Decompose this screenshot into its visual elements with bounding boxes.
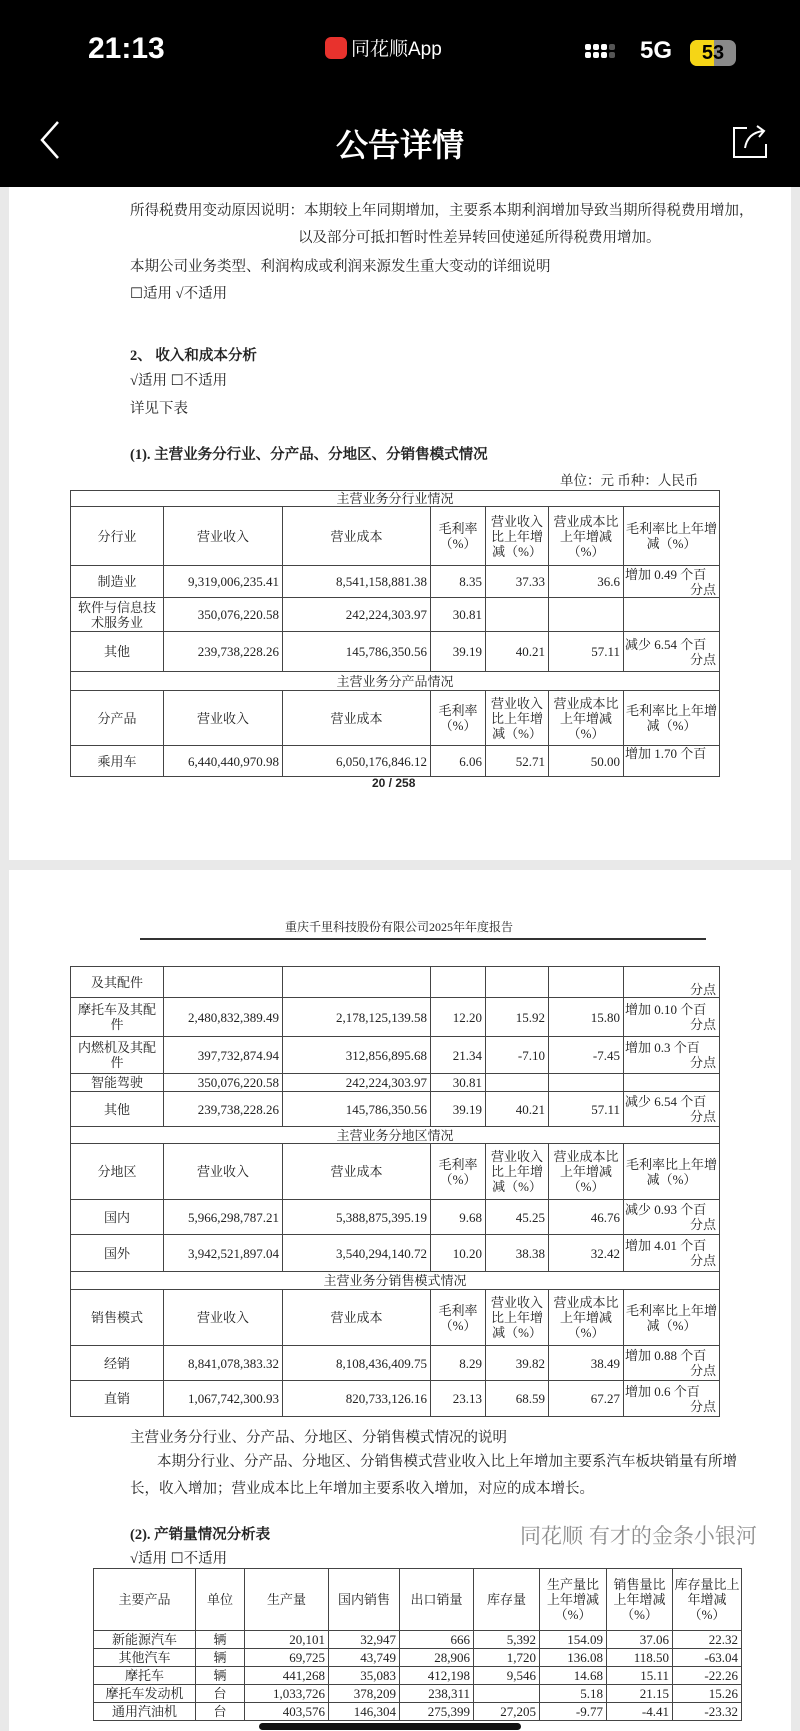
- cell-line: 增加 0.10 个百: [625, 1002, 707, 1017]
- table-cell: 22.32: [673, 1631, 742, 1649]
- table-cell: 67.27: [549, 1381, 624, 1417]
- column-header: 营业收入比上年增减（%）: [486, 1290, 549, 1346]
- header-divider: [140, 938, 706, 940]
- table-cell: 312,856,895.68: [283, 1037, 431, 1074]
- cell-line: 分点: [690, 651, 717, 667]
- table-row: [94, 1631, 742, 1649]
- table-row: [71, 1092, 720, 1127]
- cell-line: [625, 967, 716, 982]
- report-header: 重庆千里科技股份有限公司2025年年度报告: [285, 920, 514, 934]
- table-cell: 666: [400, 1631, 474, 1649]
- table-cell: 52.71: [486, 746, 549, 777]
- table-row: [71, 598, 720, 632]
- table-cell: 9,546: [474, 1667, 540, 1685]
- table-cell: 30.81: [431, 1074, 486, 1092]
- battery-icon: [690, 40, 736, 66]
- column-header: 营业成本比上年增减（%）: [549, 1144, 624, 1200]
- column-header: 营业成本比上年增减（%）: [549, 1290, 624, 1346]
- table-cell: 5.18: [540, 1685, 607, 1703]
- table-section-header: [71, 491, 720, 507]
- table-cell: [549, 967, 624, 998]
- table-cell: [624, 632, 720, 672]
- column-header: 毛利率（%）: [431, 691, 486, 746]
- table-row: [71, 1074, 720, 1092]
- cell-line: 分点: [689, 1363, 716, 1378]
- row-label: 国内: [71, 1200, 164, 1235]
- cell-line: 分点: [689, 1109, 716, 1124]
- table-cell: 27,205: [474, 1703, 540, 1721]
- column-header: 毛利率比上年增减（%）: [624, 507, 720, 566]
- cell-line: [625, 761, 716, 776]
- table-cell: 1,720: [474, 1649, 540, 1667]
- watermark: 同花顺 有才的金条小银河: [520, 1525, 757, 1548]
- tax-explanation-cont: 以及部分可抵扣暂时性差异转回使递延所得税费用增加。: [298, 230, 661, 246]
- column-header: 毛利率比上年增减（%）: [624, 691, 720, 746]
- table-row: [71, 1037, 720, 1074]
- column-header: 分地区: [71, 1144, 164, 1200]
- column-header: 库存量比上年增减（%）: [673, 1569, 742, 1631]
- table-cell: 5,966,298,787.21: [164, 1200, 283, 1235]
- table-cell: [486, 967, 549, 998]
- cell-line: 分点: [689, 982, 716, 997]
- subsection-heading: (2). 产销量情况分析表: [130, 1527, 271, 1543]
- table-cell: 39.82: [486, 1346, 549, 1381]
- row-label: 摩托车发动机: [94, 1685, 196, 1703]
- table-cell: 6,050,176,846.12: [283, 746, 431, 777]
- section-heading: 2、 收入和成本分析: [130, 348, 257, 364]
- table-header-row: [71, 691, 720, 746]
- signal-icon: [585, 44, 615, 58]
- table-cell: 23.13: [431, 1381, 486, 1417]
- table-cell: 136.08: [540, 1649, 607, 1667]
- table-cell: 37.33: [486, 566, 549, 598]
- column-header: 生产量: [245, 1569, 329, 1631]
- table-cell: 275,399: [400, 1703, 474, 1721]
- table-cell: [431, 967, 486, 998]
- cell-line: 增加 0.3 个百: [625, 1040, 700, 1055]
- row-label: 国外: [71, 1235, 164, 1272]
- table-row: [94, 1649, 742, 1667]
- table-cell: 146,304: [329, 1703, 400, 1721]
- table-cell: [624, 1381, 720, 1417]
- table-cell: 20,101: [245, 1631, 329, 1649]
- table-cell: 145,786,350.56: [283, 632, 431, 672]
- table-cell: 30.81: [431, 598, 486, 632]
- table-cell: [624, 1346, 720, 1381]
- table-cell: [624, 1200, 720, 1235]
- cell-line: 减少 6.54 个百: [625, 636, 707, 652]
- table-cell: 14.68: [540, 1667, 607, 1685]
- table-cell: [549, 1074, 624, 1092]
- column-header: 营业收入: [164, 691, 283, 746]
- table-row: [71, 1346, 720, 1381]
- section-title: 主营业务分产品情况: [71, 672, 720, 691]
- column-header: 营业成本: [283, 691, 431, 746]
- table-cell: 40.21: [486, 1092, 549, 1127]
- cell-line: 增加 0.49 个百: [625, 566, 707, 582]
- tax-explanation: 所得税费用变动原因说明：本期较上年同期增加，主要系本期利润增加导致当期所得税费用增加，: [130, 203, 754, 219]
- table-section-header: [71, 1127, 720, 1144]
- table-cell: [283, 967, 431, 998]
- table-explanation: 本期分行业、分产品、分地区、分销售模式营业收入比上年增加主要系汽车板块销量有所增: [157, 1454, 737, 1470]
- cell-line: 分点: [689, 1055, 716, 1070]
- table-cell: 15.80: [549, 998, 624, 1037]
- table-cell: -63.04: [673, 1649, 742, 1667]
- column-header: 营业收入比上年增减（%）: [486, 1144, 549, 1200]
- table-header-row: [71, 1144, 720, 1200]
- scroll-indicator[interactable]: [259, 1723, 521, 1730]
- applicability-checkbox: √适用 ☐不适用: [130, 1551, 228, 1567]
- table-cell: 8,541,158,881.38: [283, 566, 431, 598]
- table-cell: 397,732,874.94: [164, 1037, 283, 1074]
- table-cell: [624, 1092, 720, 1127]
- unit-currency-note: 单位：元 币种：人民币: [560, 473, 699, 488]
- section-title: 主营业务分销售模式情况: [71, 1272, 720, 1290]
- column-header: 生产量比上年增减（%）: [540, 1569, 607, 1631]
- table-cell: 32,947: [329, 1631, 400, 1649]
- source-app-name: 同花顺App: [351, 39, 442, 60]
- section-title: 主营业务分地区情况: [71, 1127, 720, 1144]
- table-cell: 15.11: [607, 1667, 673, 1685]
- revenue-cost-table: [70, 490, 720, 777]
- table-header-row: [71, 507, 720, 566]
- table-cell: 45.25: [486, 1200, 549, 1235]
- table-cell: 12.20: [431, 998, 486, 1037]
- column-header: 库存量: [474, 1569, 540, 1631]
- column-header: 营业收入比上年增减（%）: [486, 691, 549, 746]
- table-cell: 2,178,125,139.58: [283, 998, 431, 1037]
- table-cell: 238,311: [400, 1685, 474, 1703]
- cell-line: 分点: [689, 1017, 716, 1032]
- business-change-label: 本期公司业务类型、利润构成或利润来源发生重大变动的详细说明: [130, 259, 551, 275]
- table-row: [71, 632, 720, 672]
- table-cell: 8.35: [431, 566, 486, 598]
- section-title: 主营业务分行业情况: [71, 491, 720, 507]
- column-header: 毛利率（%）: [431, 1290, 486, 1346]
- table-cell: 台: [196, 1685, 245, 1703]
- row-label: 其他汽车: [94, 1649, 196, 1667]
- table-cell: 40.21: [486, 632, 549, 672]
- table-cell: -23.32: [673, 1703, 742, 1721]
- column-header: 营业收入: [164, 1290, 283, 1346]
- column-header: 营业收入: [164, 507, 283, 566]
- column-header: 主要产品: [94, 1569, 196, 1631]
- table-cell: [624, 566, 720, 598]
- battery-level: 53: [701, 42, 725, 64]
- page-title: 公告详情: [335, 127, 464, 163]
- table-row: [71, 746, 720, 777]
- table-cell: 9.68: [431, 1200, 486, 1235]
- table-cell: 28,906: [400, 1649, 474, 1667]
- table-header-row: [71, 1290, 720, 1346]
- table-explanation-title: 主营业务分行业、分产品、分地区、分销售模式情况的说明: [130, 1430, 507, 1446]
- row-label: 其他: [71, 1092, 164, 1127]
- network-type: 5G: [640, 37, 673, 64]
- table-cell: 38.49: [549, 1346, 624, 1381]
- table-row: [94, 1667, 742, 1685]
- row-label: 摩托车及其配件: [71, 998, 164, 1037]
- row-label: 智能驾驶: [71, 1074, 164, 1092]
- table-cell: 台: [196, 1703, 245, 1721]
- table-explanation-cont: 长，收入增加；营业成本比上年增加主要系收入增加，对应的成本增长。: [130, 1481, 594, 1497]
- applicability-checkbox: ☐适用 √不适用: [130, 286, 228, 302]
- table-cell: 辆: [196, 1649, 245, 1667]
- row-label: 内燃机及其配件: [71, 1037, 164, 1074]
- cell-line: 分点: [689, 1398, 716, 1414]
- column-header: 营业成本: [283, 1144, 431, 1200]
- table-cell: 辆: [196, 1667, 245, 1685]
- table-cell: -9.77: [540, 1703, 607, 1721]
- table-cell: [624, 967, 720, 998]
- table-cell: 39.19: [431, 1092, 486, 1127]
- table-row: [94, 1703, 742, 1721]
- table-cell: 36.6: [549, 566, 624, 598]
- table-cell: [474, 1685, 540, 1703]
- table-cell: 5,388,875,395.19: [283, 1200, 431, 1235]
- table-cell: [624, 746, 720, 777]
- cell-line: 增加 4.01 个百: [625, 1238, 707, 1253]
- table-cell: [624, 1235, 720, 1272]
- table-cell: 8.29: [431, 1346, 486, 1381]
- table-cell: [624, 998, 720, 1037]
- app-logo-icon: [325, 37, 347, 59]
- table-cell: 242,224,303.97: [283, 598, 431, 632]
- row-label: 通用汽油机: [94, 1703, 196, 1721]
- table-row: [71, 1381, 720, 1417]
- table-row: [71, 967, 720, 998]
- table-row: [94, 1685, 742, 1703]
- table-cell: 9,319,006,235.41: [164, 566, 283, 598]
- table-cell: 50.00: [549, 746, 624, 777]
- table-cell: 6,440,440,970.98: [164, 746, 283, 777]
- column-header: 分产品: [71, 691, 164, 746]
- table-cell: 350,076,220.58: [164, 1074, 283, 1092]
- table-header-row: [94, 1569, 742, 1631]
- table-cell: 2,480,832,389.49: [164, 998, 283, 1037]
- table-cell: -7.10: [486, 1037, 549, 1074]
- table-cell: [486, 598, 549, 632]
- table-cell: 35,083: [329, 1667, 400, 1685]
- table-cell: 350,076,220.58: [164, 598, 283, 632]
- table-cell: 32.42: [549, 1235, 624, 1272]
- cell-line: 减少 6.54 个百: [625, 1094, 707, 1109]
- table-cell: 412,198: [400, 1667, 474, 1685]
- table-cell: 38.38: [486, 1235, 549, 1272]
- row-label: 及其配件: [71, 967, 164, 998]
- cell-line: 增加 0.6 个百: [625, 1383, 700, 1399]
- column-header: 分行业: [71, 507, 164, 566]
- table-cell: -7.45: [549, 1037, 624, 1074]
- column-header: 营业成本: [283, 1290, 431, 1346]
- column-header: 营业收入比上年增减（%）: [486, 507, 549, 566]
- table-cell: 46.76: [549, 1200, 624, 1235]
- row-label: 制造业: [71, 566, 164, 598]
- table-row: [71, 1235, 720, 1272]
- table-cell: 43,749: [329, 1649, 400, 1667]
- table-cell: 8,108,436,409.75: [283, 1346, 431, 1381]
- column-header: 毛利率比上年增减（%）: [624, 1144, 720, 1200]
- table-cell: -4.41: [607, 1703, 673, 1721]
- table-cell: 57.11: [549, 1092, 624, 1127]
- table-cell: [486, 1074, 549, 1092]
- table-cell: [624, 1074, 720, 1092]
- table-cell: 239,738,228.26: [164, 632, 283, 672]
- column-header: 营业成本比上年增减（%）: [549, 691, 624, 746]
- status-time: 21:13: [88, 32, 165, 65]
- column-header: 销售模式: [71, 1290, 164, 1346]
- table-cell: 145,786,350.56: [283, 1092, 431, 1127]
- table-cell: [624, 1037, 720, 1074]
- table-cell: 5,392: [474, 1631, 540, 1649]
- applicability-checkbox: √适用 ☐不适用: [130, 373, 228, 389]
- cell-line: 分点: [689, 1253, 716, 1268]
- table-cell: -22.26: [673, 1667, 742, 1685]
- table-cell: 3,540,294,140.72: [283, 1235, 431, 1272]
- subsection-heading: (1). 主营业务分行业、分产品、分地区、分销售模式情况: [130, 447, 488, 463]
- table-row: [71, 1200, 720, 1235]
- row-label: 其他: [71, 632, 164, 672]
- row-label: 直销: [71, 1381, 164, 1417]
- column-header: 出口销量: [400, 1569, 474, 1631]
- column-header: 国内销售: [329, 1569, 400, 1631]
- table-cell: 242,224,303.97: [283, 1074, 431, 1092]
- table-cell: [624, 598, 720, 632]
- table-cell: 10.20: [431, 1235, 486, 1272]
- table-row: [71, 998, 720, 1037]
- table-cell: 15.92: [486, 998, 549, 1037]
- row-label: 新能源汽车: [94, 1631, 196, 1649]
- column-header: 营业收入: [164, 1144, 283, 1200]
- row-label: 经销: [71, 1346, 164, 1381]
- row-label: 乘用车: [71, 746, 164, 777]
- page-number: 20 / 258: [372, 776, 416, 790]
- table-row: [71, 566, 720, 598]
- table-cell: 37.06: [607, 1631, 673, 1649]
- column-header: 单位: [196, 1569, 245, 1631]
- cell-line: 增加 1.70 个百: [625, 746, 707, 761]
- table-cell: 21.34: [431, 1037, 486, 1074]
- column-header: 毛利率（%）: [431, 1144, 486, 1200]
- row-label: 软件与信息技术服务业: [71, 598, 164, 632]
- column-header: 毛利率（%）: [431, 507, 486, 566]
- cell-line: 分点: [690, 581, 717, 597]
- table-cell: 39.19: [431, 632, 486, 672]
- table-cell: 辆: [196, 1631, 245, 1649]
- table-cell: 8,841,078,383.32: [164, 1346, 283, 1381]
- table-cell: 403,576: [245, 1703, 329, 1721]
- table-cell: 441,268: [245, 1667, 329, 1685]
- cell-line: 分点: [689, 1217, 716, 1232]
- table-cell: 3,942,521,897.04: [164, 1235, 283, 1272]
- table-cell: 820,733,126.16: [283, 1381, 431, 1417]
- revenue-cost-table-cont: [70, 966, 720, 1417]
- table-section-header: [71, 672, 720, 691]
- production-sales-table: [93, 1568, 742, 1721]
- table-cell: [549, 598, 624, 632]
- see-table-note: 详见下表: [130, 401, 188, 417]
- cell-line: 增加 0.88 个百: [625, 1348, 707, 1363]
- table-cell: 6.06: [431, 746, 486, 777]
- source-app-indicator[interactable]: [325, 34, 442, 61]
- table-cell: [164, 967, 283, 998]
- column-header: 营业成本: [283, 507, 431, 566]
- table-cell: 378,209: [329, 1685, 400, 1703]
- table-cell: 57.11: [549, 632, 624, 672]
- table-cell: 15.26: [673, 1685, 742, 1703]
- cell-line: 减少 0.93 个百: [625, 1202, 707, 1217]
- table-cell: 1,067,742,300.93: [164, 1381, 283, 1417]
- column-header: 销售量比上年增减（%）: [607, 1569, 673, 1631]
- row-label: 摩托车: [94, 1667, 196, 1685]
- table-cell: 239,738,228.26: [164, 1092, 283, 1127]
- table-cell: 118.50: [607, 1649, 673, 1667]
- table-cell: 69,725: [245, 1649, 329, 1667]
- column-header: 营业成本比上年增减（%）: [549, 507, 624, 566]
- table-cell: 21.15: [607, 1685, 673, 1703]
- table-section-header: [71, 1272, 720, 1290]
- share-icon[interactable]: [731, 122, 769, 160]
- top-bar: [0, 0, 800, 187]
- table-cell: 1,033,726: [245, 1685, 329, 1703]
- table-cell: 154.09: [540, 1631, 607, 1649]
- column-header: 毛利率比上年增减（%）: [624, 1290, 720, 1346]
- table-cell: 68.59: [486, 1381, 549, 1417]
